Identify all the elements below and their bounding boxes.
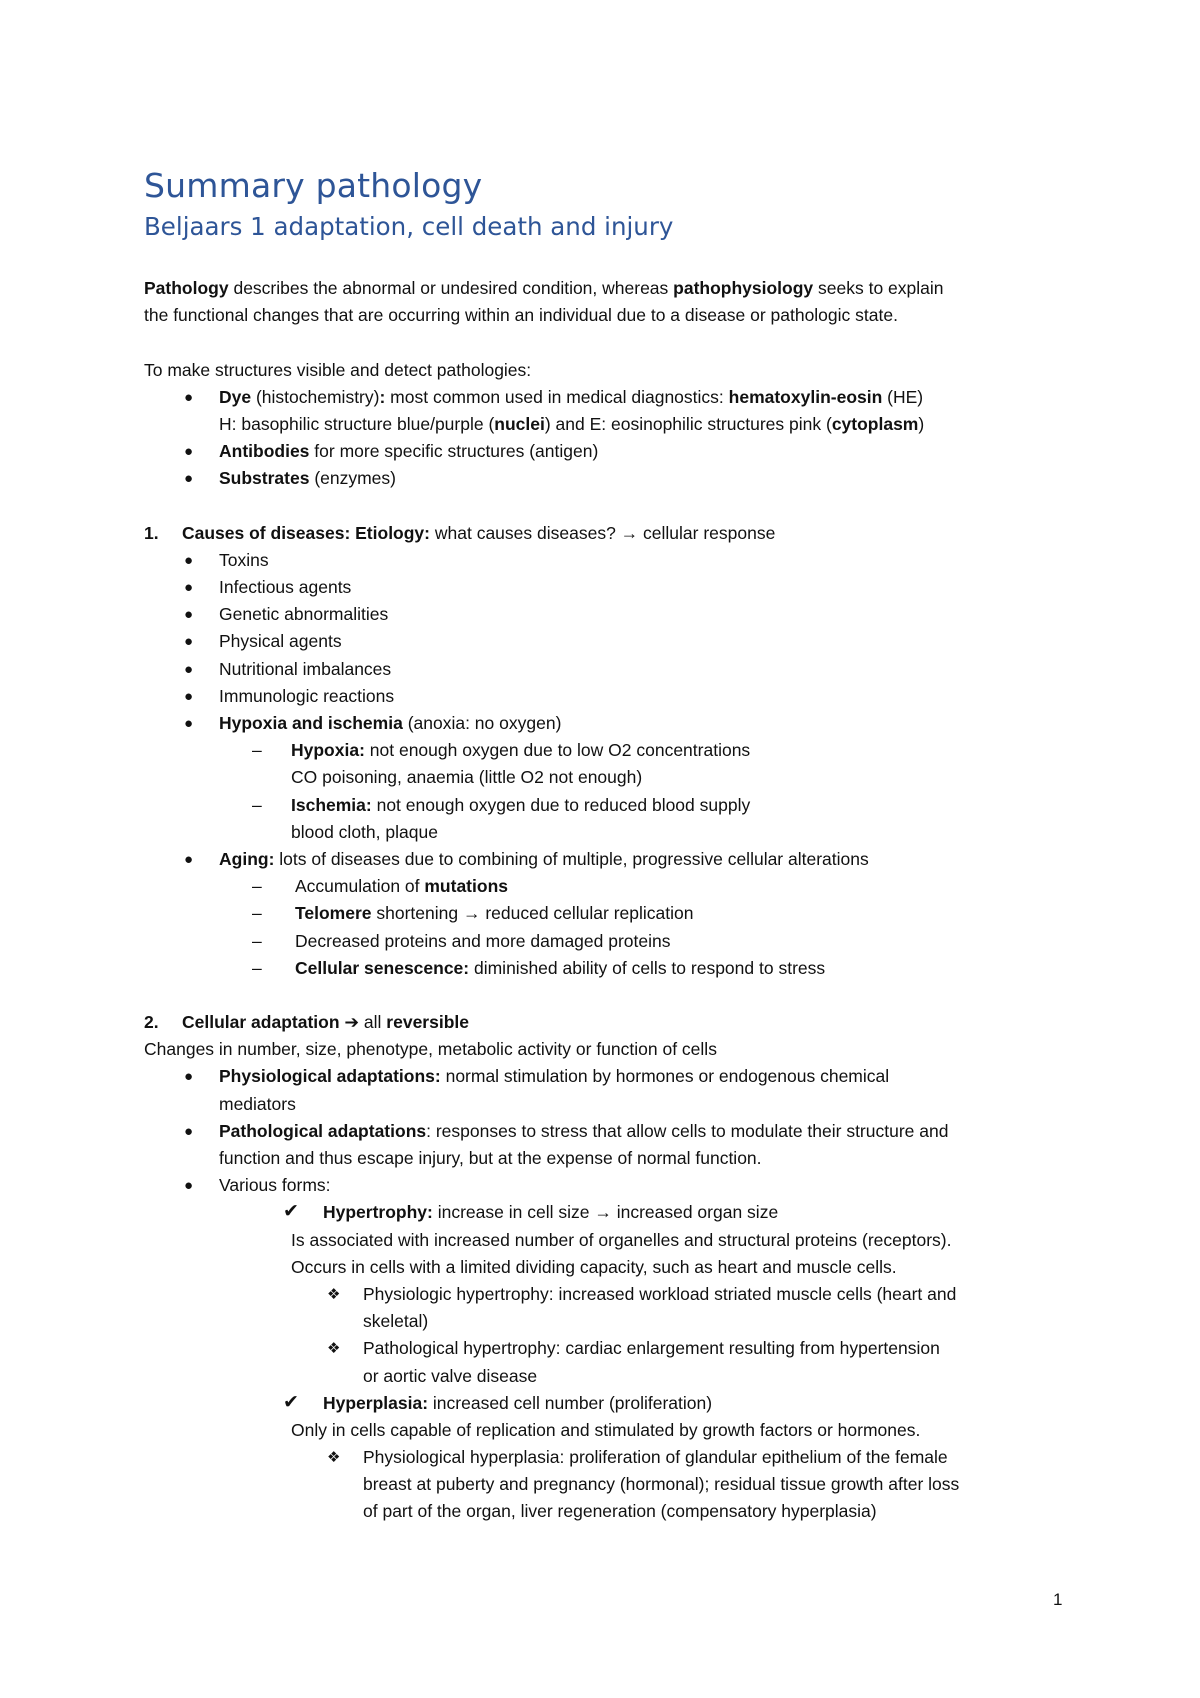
sub-item-telomere: – Telomere shortening → reduced cellular replication xyxy=(144,900,1064,927)
list-item-pathological-line-2: function and thus escape injury, but at the expense of normal function. xyxy=(219,1148,762,1168)
list-item: ● Physical agents xyxy=(144,628,1064,655)
checkmark-icon: ✔ xyxy=(283,1391,299,1413)
list-item-dye: ● Dye (histochemistry): most common used in medical diagnostics: hematoxylin-eosin (HE) xyxy=(144,384,1064,411)
bullet-icon: ● xyxy=(184,443,194,461)
dash-icon: – xyxy=(252,740,262,761)
adaptation-intro: Changes in number, size, phenotype, metabolic activity or function of cells xyxy=(144,1039,717,1060)
list-item-forms: ● Various forms: xyxy=(144,1172,1064,1199)
diamond-item-line-3: of part of the organ, liver regeneration (compensatory hyperplasia) xyxy=(363,1501,877,1522)
bullet-icon: ● xyxy=(184,687,194,705)
page-number: 1 xyxy=(1053,1590,1063,1609)
list-item-aging: ● Aging: lots of diseases due to combining of multiple, progressive cellular alterations xyxy=(144,846,1064,873)
bullet-icon: ● xyxy=(184,1068,194,1086)
sub-item-hypoxia-line-2: CO poisoning, anaemia (little O2 not enough) xyxy=(291,767,643,788)
diamond-item-pathological-hypertrophy: ❖ Pathological hypertrophy: cardiac enlargement resulting from hypertension xyxy=(144,1335,1064,1362)
bullet-icon: ● xyxy=(184,633,194,651)
check-item-hypertrophy: ✔ Hypertrophy: increase in cell size → increased organ size xyxy=(144,1199,1064,1226)
document-title: Summary pathology xyxy=(144,166,483,205)
list-item-physiological-line-2: mediators xyxy=(219,1093,296,1114)
diamond-bullet-icon: ❖ xyxy=(327,1340,341,1358)
diamond-item-physiological-hyperplasia: ❖ Physiological hyperplasia: proliferation of glandular epithelium of the female xyxy=(144,1444,1064,1471)
sub-item-proteins: – Decreased proteins and more damaged proteins xyxy=(144,928,1064,955)
check-item-hyperplasia: ✔ Hyperplasia: increased cell number (proliferation) xyxy=(144,1390,1064,1417)
diamond-item-line-2: or aortic valve disease xyxy=(363,1365,538,1386)
list-item-physiological: ● Physiological adaptations: normal stimulation by hormones or endogenous chemical xyxy=(144,1063,1064,1090)
section-number: 1. xyxy=(144,522,159,543)
diamond-bullet-icon: ❖ xyxy=(327,1449,341,1467)
sub-item-mutations: – Accumulation of mutations xyxy=(144,873,1064,900)
document-body xyxy=(144,275,1064,1526)
diamond-bullet-icon: ❖ xyxy=(327,1285,341,1303)
sub-item-senescence: – Cellular senescence: diminished ability of cells to respond to stress xyxy=(144,955,1064,982)
diamond-item-physiologic-hypertrophy: ❖ Physiologic hypertrophy: increased workload striated muscle cells (heart and xyxy=(144,1281,1064,1308)
bullet-icon: ● xyxy=(184,388,194,406)
sub-item-hypoxia: – Hypoxia: not enough oxygen due to low O2 concentrations xyxy=(144,737,1064,764)
list-item: ● Toxins xyxy=(144,547,1064,574)
dash-icon: – xyxy=(252,876,262,897)
list-item-dye-line-2: H: basophilic structure blue/purple (nuclei) and E: eosinophilic structures pink (cytoplasm) xyxy=(219,413,925,434)
bullet-icon: ● xyxy=(184,579,194,597)
section-heading-causes: 1. Causes of diseases: Etiology: what causes diseases? → cellular response xyxy=(144,520,1064,547)
dash-icon: – xyxy=(252,903,262,924)
list-item-antibodies: ● Antibodies for more specific structures (antigen) xyxy=(144,438,1064,465)
list-item-hypoxia-ischemia: ● Hypoxia and ischemia (anoxia: no oxygen) xyxy=(144,710,1064,737)
list-item: ● Nutritional imbalances xyxy=(144,656,1064,683)
diamond-item-line-2: breast at puberty and pregnancy (hormonal); residual tissue growth after loss xyxy=(363,1474,960,1495)
section-subtitle: Beljaars 1 adaptation, cell death and injury xyxy=(144,212,674,241)
checkmark-icon: ✔ xyxy=(283,1201,299,1223)
list-item: ● Genetic abnormalities xyxy=(144,601,1064,628)
list-item-substrates: ● Substrates (enzymes) xyxy=(144,465,1064,492)
visible-heading: To make structures visible and detect pathologies: xyxy=(144,359,532,380)
intro-line-1: Pathology describes the abnormal or undesired condition, whereas pathophysiology seeks to explain xyxy=(144,278,944,298)
sub-item-ischemia-line-2: blood cloth, plaque xyxy=(291,821,438,842)
bullet-icon: ● xyxy=(184,715,194,732)
hypertrophy-line-2: Is associated with increased number of organelles and structural proteins (receptors). xyxy=(291,1229,952,1250)
dash-icon: – xyxy=(252,930,262,951)
intro-line-2: the functional changes that are occurring within an individual due to a disease or pathologic state. xyxy=(144,305,898,326)
bullet-icon: ● xyxy=(184,660,194,678)
bullet-icon: ● xyxy=(184,1177,194,1195)
sub-item-ischemia: – Ischemia: not enough oxygen due to reduced blood supply xyxy=(144,792,1064,819)
bullet-icon: ● xyxy=(184,850,194,868)
bullet-icon: ● xyxy=(184,551,194,569)
section-heading-adaptation: 2. Cellular adaptation ➔ all reversible xyxy=(144,1009,1064,1036)
bullet-icon: ● xyxy=(184,606,194,624)
list-item-pathological: ● Pathological adaptations: responses to stress that allow cells to modulate their structure and xyxy=(144,1118,1064,1145)
list-item: ● Infectious agents xyxy=(144,574,1064,601)
section-number: 2. xyxy=(144,1012,159,1033)
dash-icon: – xyxy=(252,957,262,978)
list-item: ● Immunologic reactions xyxy=(144,683,1064,710)
dash-icon: – xyxy=(252,794,262,815)
hypertrophy-line-3: Occurs in cells with a limited dividing capacity, such as heart and muscle cells. xyxy=(291,1256,897,1277)
bullet-icon: ● xyxy=(184,1122,194,1140)
bullet-icon: ● xyxy=(184,470,194,488)
diamond-item-line-2: skeletal) xyxy=(363,1311,429,1332)
hyperplasia-line-2: Only in cells capable of replication and stimulated by growth factors or hormones. xyxy=(291,1419,921,1440)
